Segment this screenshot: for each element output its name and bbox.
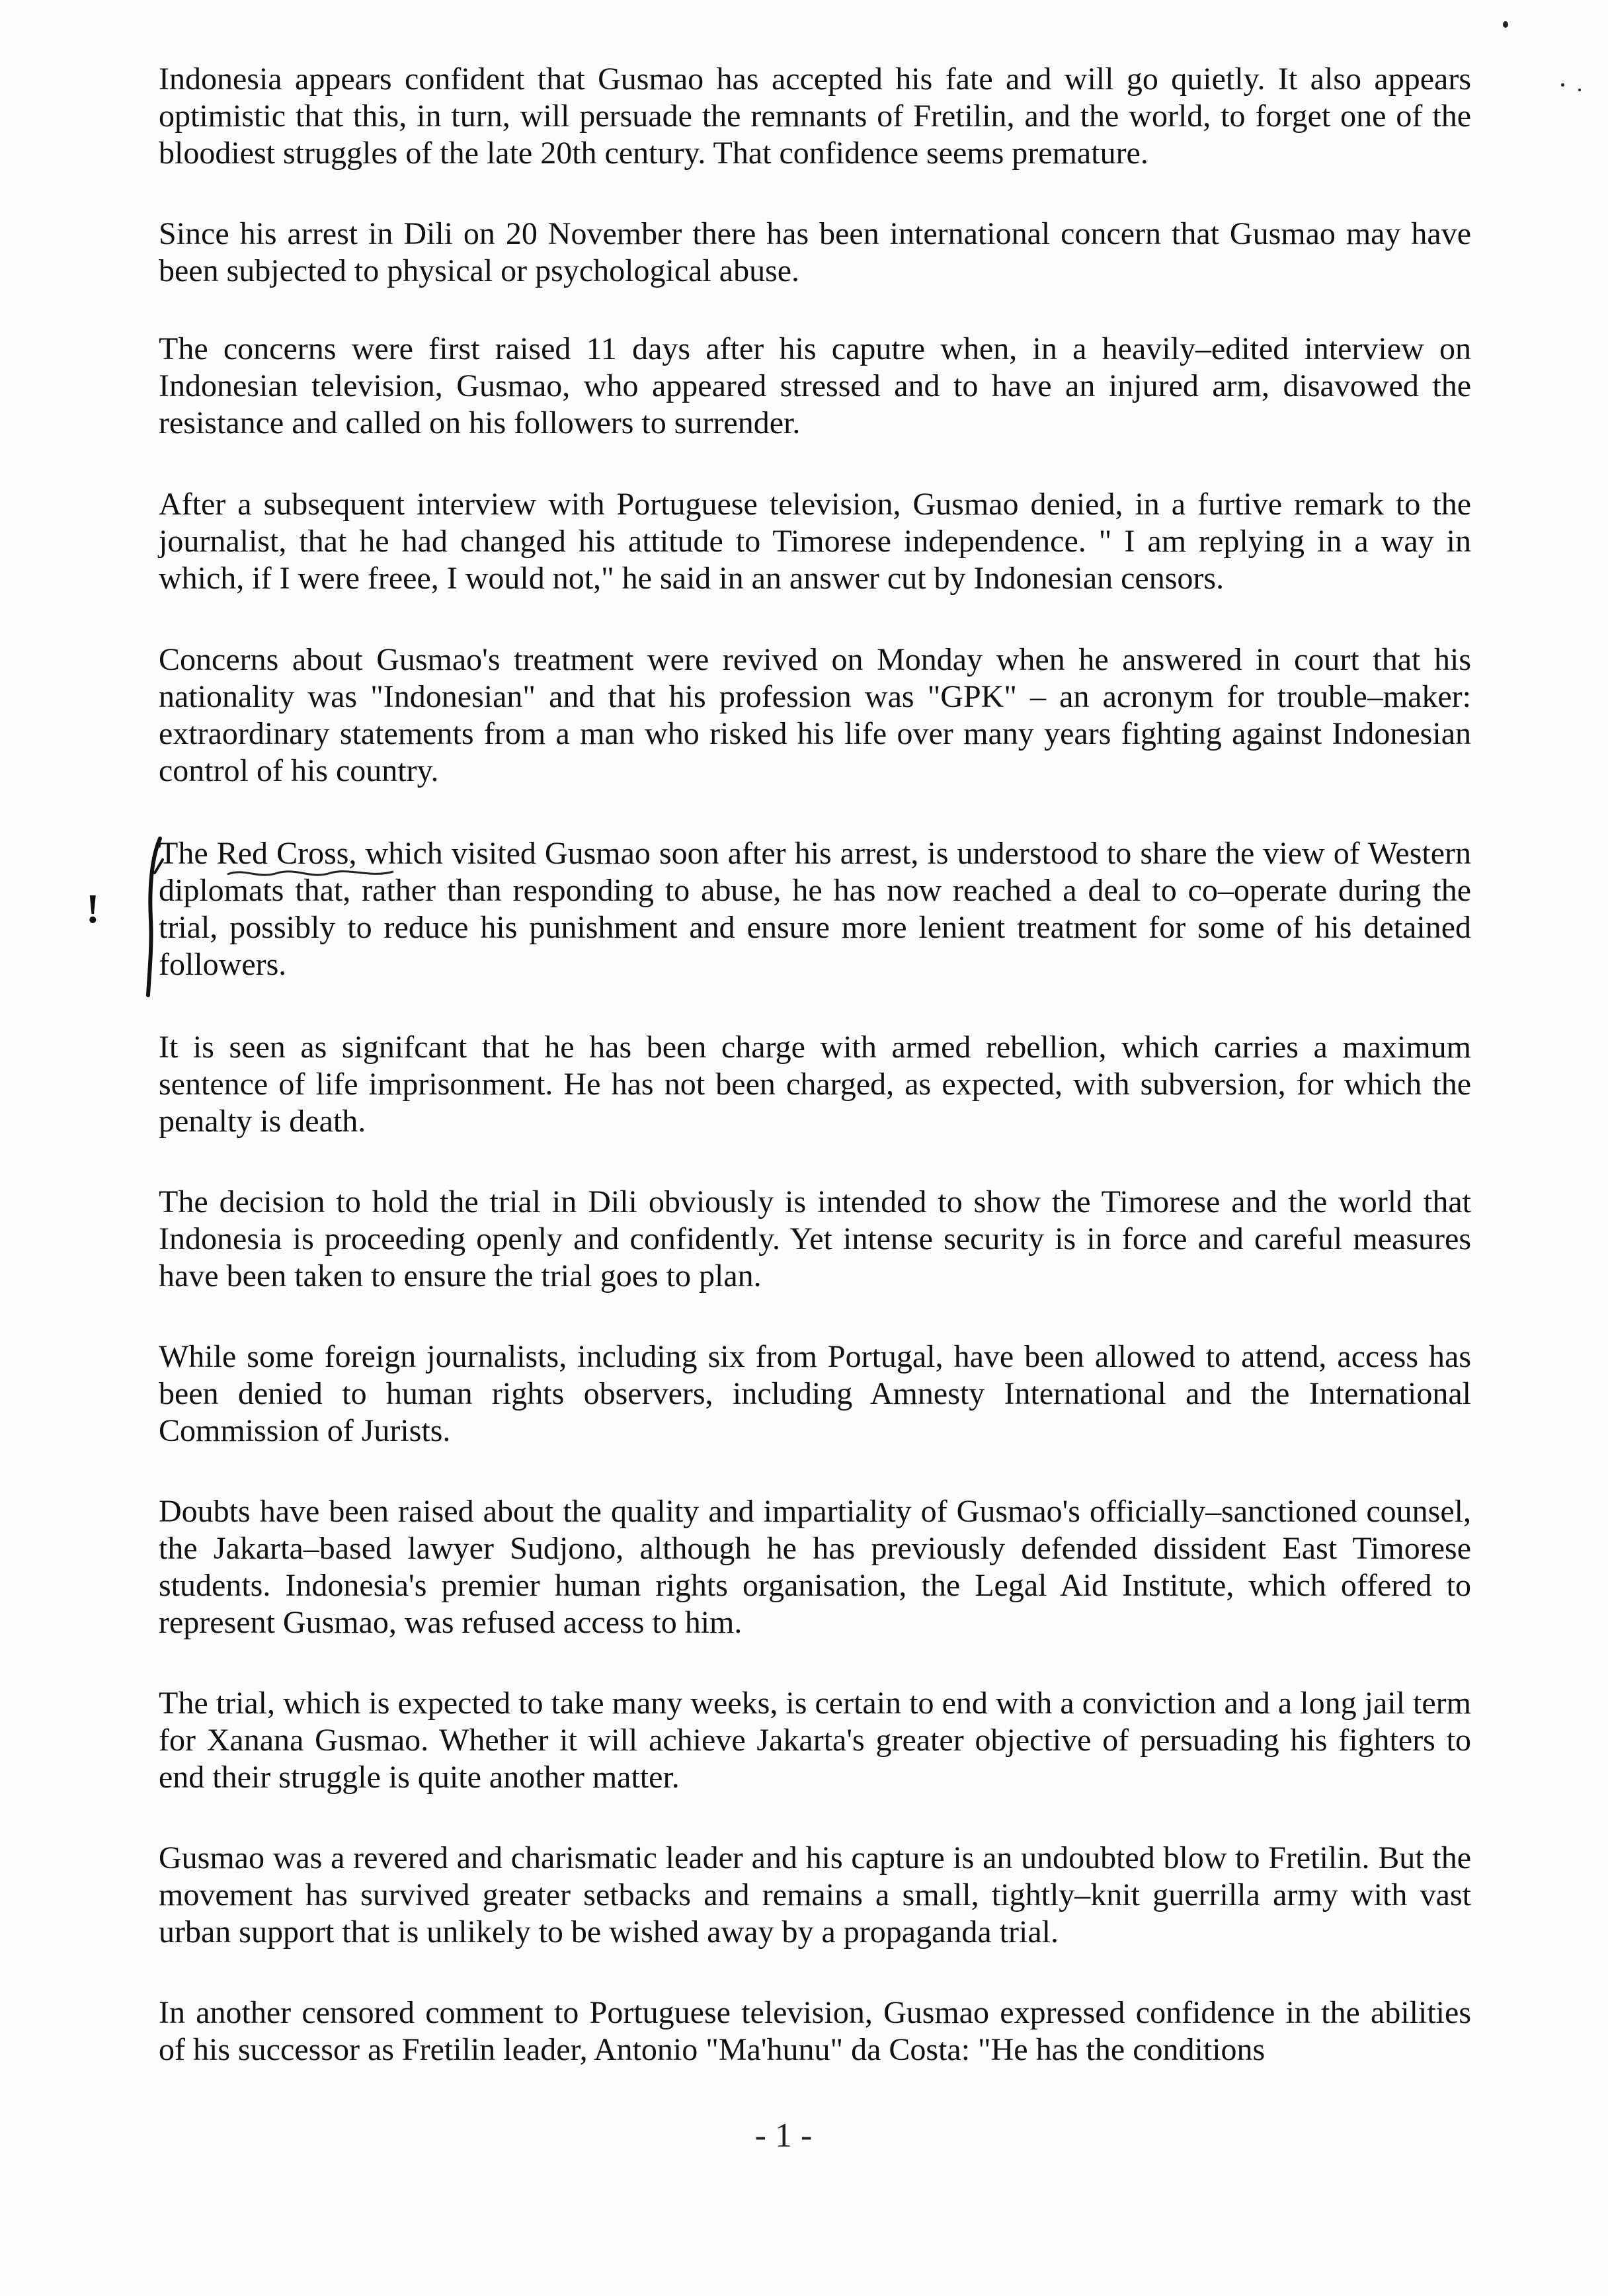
paragraph-12: Gusmao was a revered and charismatic leader and his capture is an undoubted blow to Fretilin. But the movement has survived greater setbacks and remains a small, tightly–knit guerrilla army with vast urban support that is unlikely to be wished away by a propaganda trial. — [159, 1840, 1471, 1949]
paragraph-9: While some foreign journalists, including six from Portugal, have been allowed to attend, access has been denied to human rights observers, including Amnesty International and the International Commission of Jurists. — [159, 1339, 1471, 1448]
page-number: - 1 - — [754, 2117, 813, 2154]
paragraph-1: Indonesia appears confident that Gusmao has accepted his fate and will go quietly. It also appears optimistic that this, in turn, will persuade the remnants of Fretilin, and the world, to forget one of the bloodiest struggles of the late 20th century. That confidence seems premature. — [159, 62, 1471, 171]
paragraph-3: The concerns were first raised 11 days after his caputre when, in a heavily–edited interview on Indonesian television, Gusmao, who appeared stressed and to have an injured arm, disavowed the resistance and called on his followers to surrender. — [159, 331, 1471, 440]
scan-speck-right-1 — [1561, 83, 1564, 87]
paragraph-13: In another censored comment to Portuguese television, Gusmao expressed confidence in the abilities of his successor as Fretilin leader, Antonio "Ma'hunu" da Costa: "He has the conditions — [159, 1995, 1471, 2067]
scan-speck-top-right — [1503, 21, 1508, 28]
paragraph-6: The Red Cross, which visited Gusmao soon after his arrest, is understood to share the view of Western diplomats that, rather than responding to abuse, he has now reached a deal to co–operate during the trial, possibly to reduce his punishment and ensure more lenient treatment for some of his detained followers. — [159, 836, 1471, 982]
paragraph-10: Doubts have been raised about the quality and impartiality of Gusmao's officially–sanctioned counsel, the Jakarta–based lawyer Sudjono, although he has previously defended dissident East Timorese students. Indonesia's premier human rights organisation, the Legal Aid Institute, which offered to represent Gusmao, was refused access to him. — [159, 1494, 1471, 1640]
paragraph-5: Concerns about Gusmao's treatment were revived on Monday when he answered in court that his nationality was "Indonesian" and that his profession was "GPK" – an acronym for trouble–maker: extraordinary statements from a man who risked his life over many years fighting against Indonesian control of his country. — [159, 642, 1471, 788]
paragraph-11: The trial, which is expected to take many weeks, is certain to end with a conviction and a long jail term for Xanana Gusmao. Whether it will achieve Jakarta's greater objective of persuading his fighters to end their struggle is quite another matter. — [159, 1686, 1471, 1795]
margin-bracket-mark — [140, 833, 167, 999]
paragraph-8: The decision to hold the trial in Dili obviously is intended to show the Timorese and the world that Indonesia is proceeding openly and confidently. Yet intense security is in force and careful measures have been taken to ensure the trial goes to plan. — [159, 1184, 1471, 1293]
paragraph-2: Since his arrest in Dili on 20 November there has been international concern that Gusmao may have been subjected to physical or psychological abuse. — [159, 216, 1471, 288]
margin-exclamation-mark: ! — [86, 887, 100, 932]
paragraph-4: After a subsequent interview with Portuguese television, Gusmao denied, in a furtive remark to the journalist, that he had changed his attitude to Timorese independence. " I am replying in a way in which, if I were freee, I would not," he said in an answer cut by Indonesian censors. — [159, 487, 1471, 596]
red-cross-underline-mark — [225, 865, 397, 881]
scan-speck-right-2 — [1578, 89, 1581, 91]
paragraph-7: It is seen as signifcant that he has been charge with armed rebellion, which carries a maximum sentence of life imprisonment. He has not been charged, as expected, with subversion, for which the penalty is death. — [159, 1030, 1471, 1139]
